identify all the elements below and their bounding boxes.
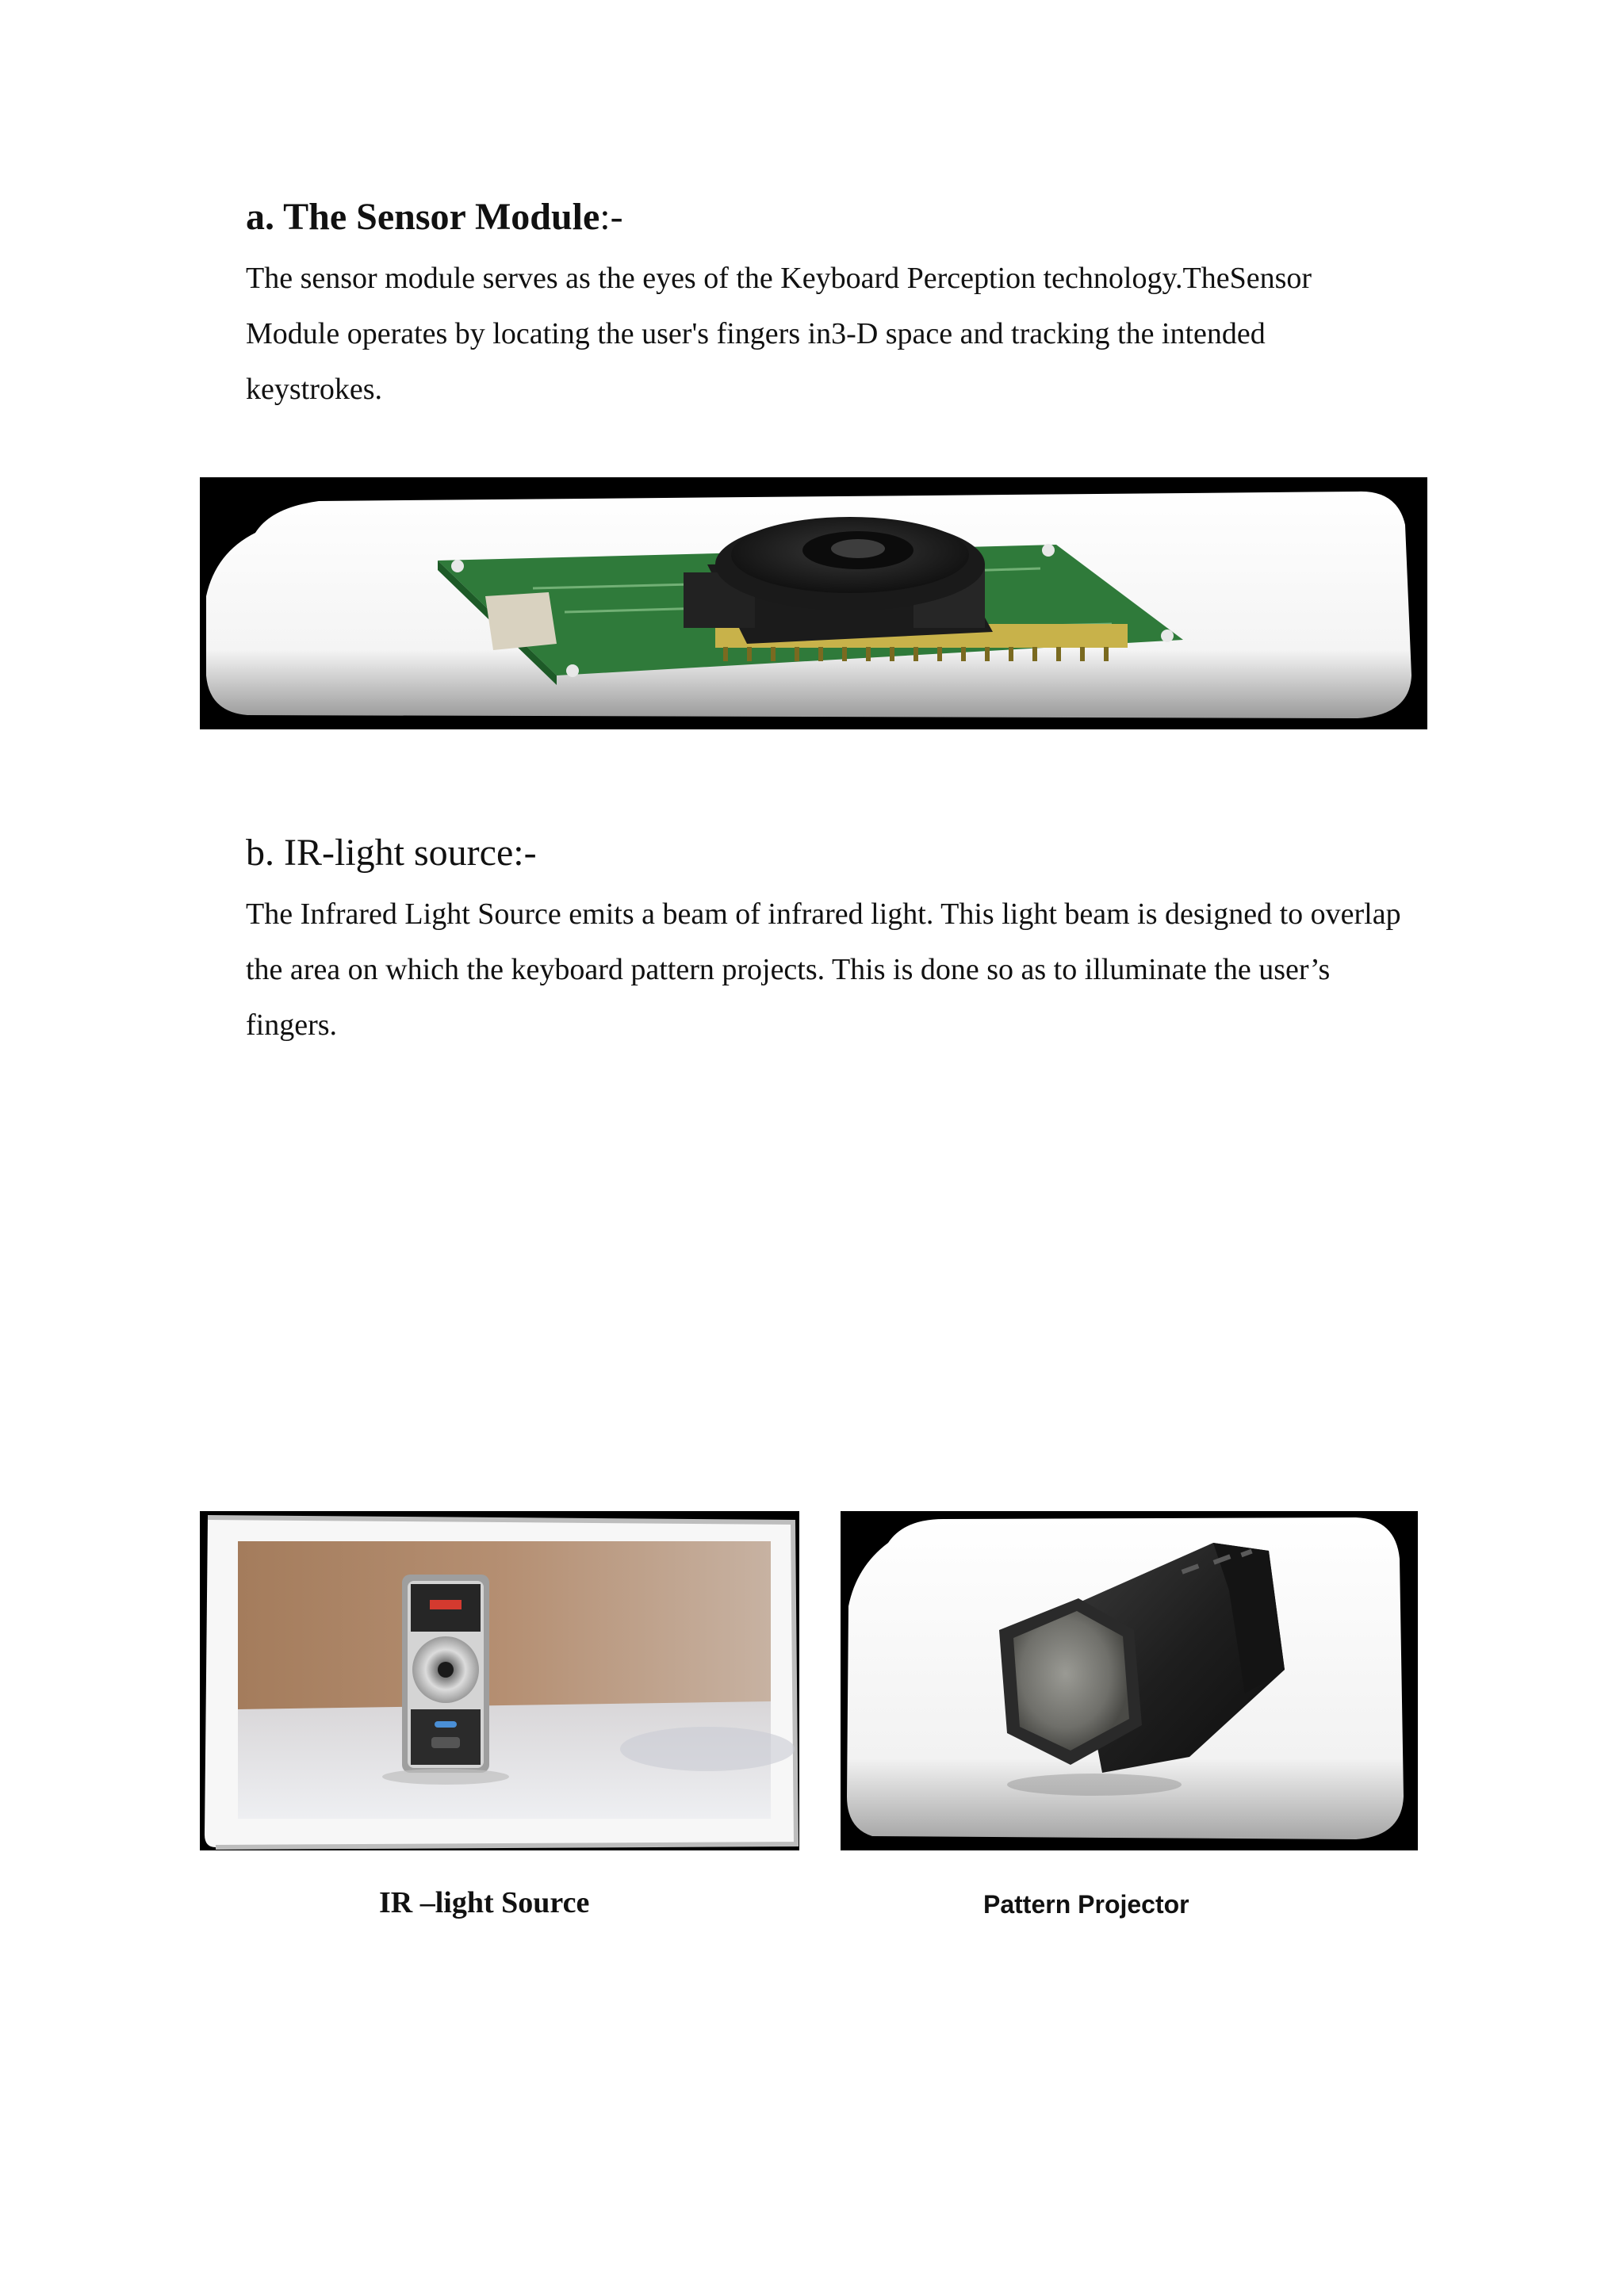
pattern-projector-image [841, 1511, 1418, 1850]
section-b-heading: b. IR-light source:- [246, 832, 537, 874]
pattern-projector-illustration [841, 1511, 1418, 1850]
ir-light-source-illustration [200, 1511, 799, 1850]
sensor-module-image [200, 477, 1427, 729]
section-a-heading [246, 189, 623, 246]
section-b-paragraph: The Infrared Light Source emits a beam of infrared light. This light beam is designed to overlap the area on which the keyboard pattern projects. This is done so as to illuminate the user’s fingers. [246, 897, 1401, 1042]
section-a-heading-title: a. The Sensor Module [246, 196, 600, 238]
ir-light-source-image [200, 1511, 799, 1850]
section-a-paragraph: The sensor module serves as the eyes of the Keyboard Perception technology.TheSensor Module operates by locating the user's fingers in3-D space and tracking the intended keystrokes. [246, 262, 1312, 406]
section-a-heading-suffix: :- [599, 196, 623, 238]
sensor-module-illustration [200, 477, 1427, 729]
ir-light-source-caption: IR –light Source [379, 1886, 590, 1919]
pattern-projector-caption: Pattern Projector [983, 1890, 1189, 1919]
